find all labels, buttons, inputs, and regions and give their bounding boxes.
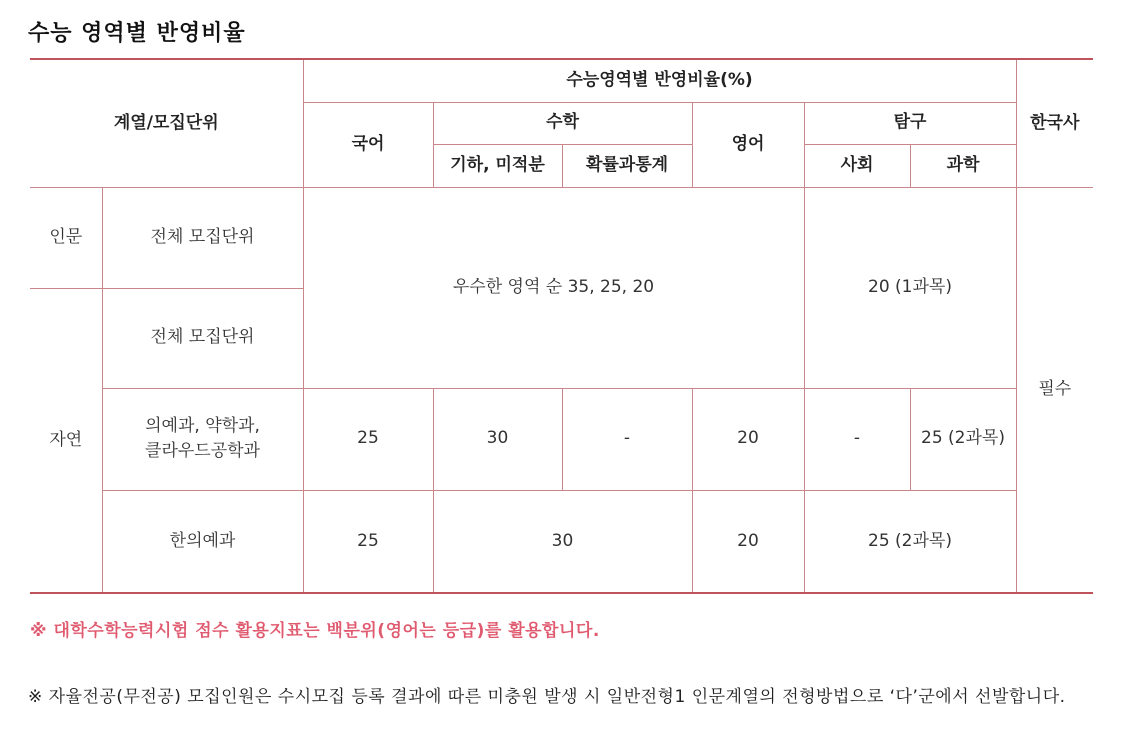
med-social: - [804, 388, 910, 490]
header-math: 수학 [433, 102, 692, 144]
field-humanities: 인문 [30, 187, 102, 288]
reflection-ratio-table [30, 58, 1093, 594]
med-math-calc: 30 [433, 388, 562, 490]
header-social: 사회 [804, 144, 910, 187]
header-ratio: 수능영역별 반영비율(%) [303, 59, 1016, 102]
header-math-calc: 기하, 미적분 [433, 144, 562, 187]
header-group-unit: 계열/모집단위 [30, 59, 303, 187]
unit-natural-all: 전체 모집단위 [102, 288, 303, 388]
kmed-math: 30 [433, 490, 692, 593]
unit-humanities-all: 전체 모집단위 [102, 187, 303, 288]
header-english: 영어 [692, 102, 804, 187]
med-math-stat: - [562, 388, 692, 490]
kmed-inquiry: 25 (2과목) [804, 490, 1016, 593]
unit-medicine-group [102, 388, 303, 490]
unit-medicine-line1: 의예과, 약학과, [145, 415, 260, 436]
unit-korean-medicine: 한의예과 [102, 490, 303, 593]
header-math-stat: 확률과통계 [562, 144, 692, 187]
cell-best-areas: 우수한 영역 순 35, 25, 20 [303, 187, 804, 388]
cell-history-required: 필수 [1016, 187, 1093, 593]
note-score-index: ※ 대학수학능력시험 점수 활용지표는 백분위(영어는 등급)를 활용합니다. [30, 621, 600, 641]
med-science: 25 (2과목) [910, 388, 1016, 490]
note-free-major: ※ 자율전공(무전공) 모집인원은 수시모집 등록 결과에 따른 미충원 발생 시 일반전형1 인문계열의 전형방법으로 ‘다’군에서 선발합니다. [28, 687, 1066, 707]
kmed-korean: 25 [303, 490, 433, 593]
med-korean: 25 [303, 388, 433, 490]
header-inquiry: 탐구 [804, 102, 1016, 144]
header-korean: 국어 [303, 102, 433, 187]
page-title: 수능 영역별 반영비율 [28, 21, 246, 46]
med-english: 20 [692, 388, 804, 490]
kmed-english: 20 [692, 490, 804, 593]
cell-inquiry-one: 20 (1과목) [804, 187, 1016, 388]
unit-medicine-line2: 클라우드공학과 [145, 441, 260, 461]
field-natural: 자연 [30, 288, 102, 593]
header-history: 한국사 [1016, 59, 1093, 187]
header-science: 과학 [910, 144, 1016, 187]
